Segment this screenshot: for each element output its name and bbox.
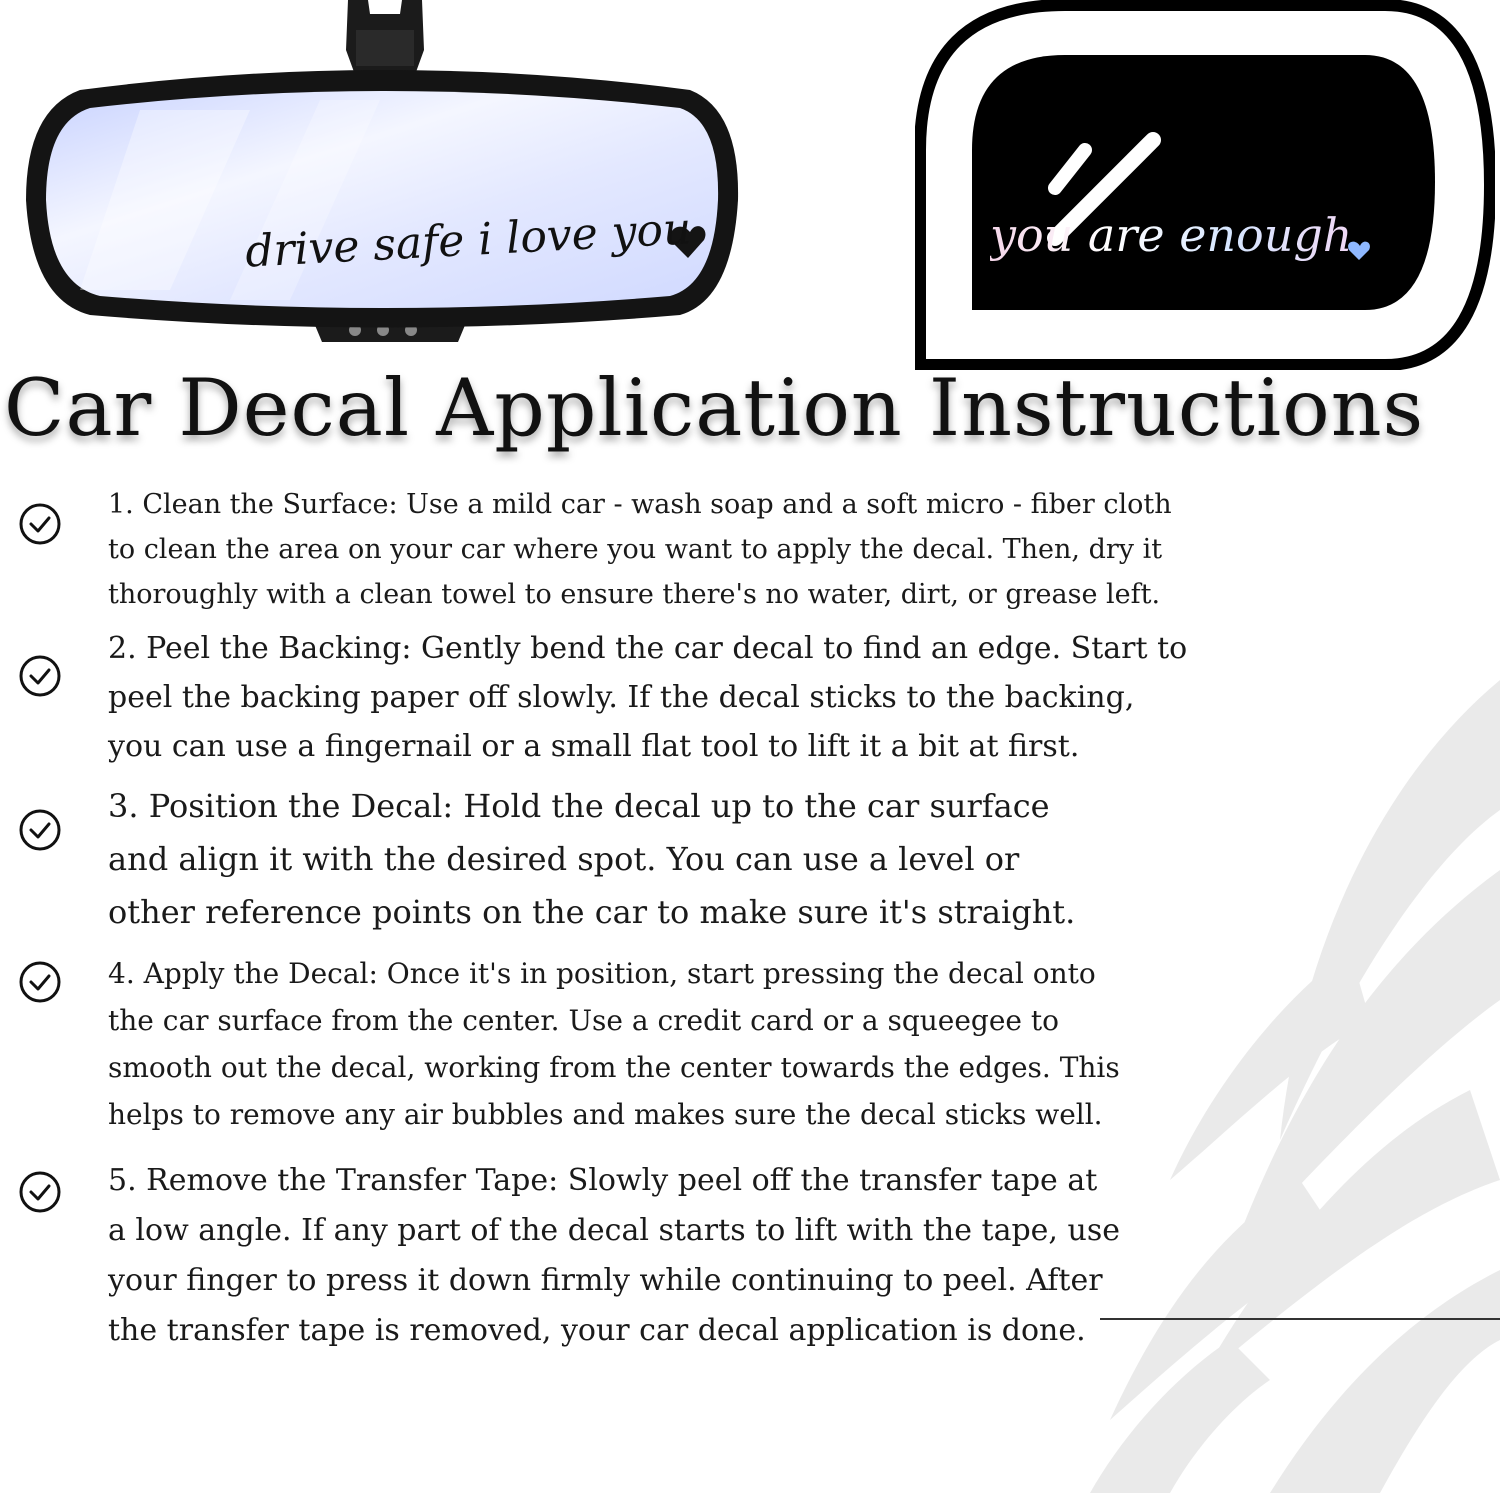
- page-title: Car Decal Application Instructions: [4, 362, 1425, 454]
- step-text: 1. Clean the Surface: Use a mild car - wash soap and a soft micro - fiber cloth to clean the area on your car where you want to apply the decal. Then, dry it thoroughly with a clean towel to ensure there's no water, dirt, or grease left.: [108, 489, 1172, 610]
- check-circle-icon: [16, 1168, 64, 1216]
- divider: [1100, 1318, 1500, 1320]
- check-circle-icon: [16, 500, 64, 548]
- rearview-mirror-illustration: [20, 0, 750, 350]
- decal-card-illustration: [915, 0, 1495, 370]
- check-circle-icon: [16, 958, 64, 1006]
- step-text: 3. Position the Decal: Hold the decal up to the car surface and align it with the desired spot. You can use a level or other reference points on the car to make sure it's straight.: [108, 787, 1076, 931]
- check-circle-icon: [16, 652, 64, 700]
- card-decal-text: you are enough: [990, 208, 1353, 262]
- step-text: 5. Remove the Transfer Tape: Slowly peel off the transfer tape at a low angle. If any part of the decal starts to lift with the tape, use your finger to press it down firmly while continuing to peel. After the transfer tape is removed, your car decal application is done.: [108, 1163, 1120, 1348]
- step-text: 2. Peel the Backing: Gently bend the car decal to find an edge. Start to peel the backing paper off slowly. If the decal sticks to the backing, you can use a fingernail or a small flat tool to lift it a bit at first.: [108, 631, 1188, 764]
- step-text: 4. Apply the Decal: Once it's in position, start pressing the decal onto the car surface from the center. Use a credit card or a squeegee to smooth out the decal, working from the center towards the edges. This helps to remove any air bubbles and makes sure the decal sticks well.: [108, 957, 1120, 1131]
- check-circle-icon: [16, 806, 64, 854]
- mirror-decal-text: drive safe i love you: [243, 203, 693, 278]
